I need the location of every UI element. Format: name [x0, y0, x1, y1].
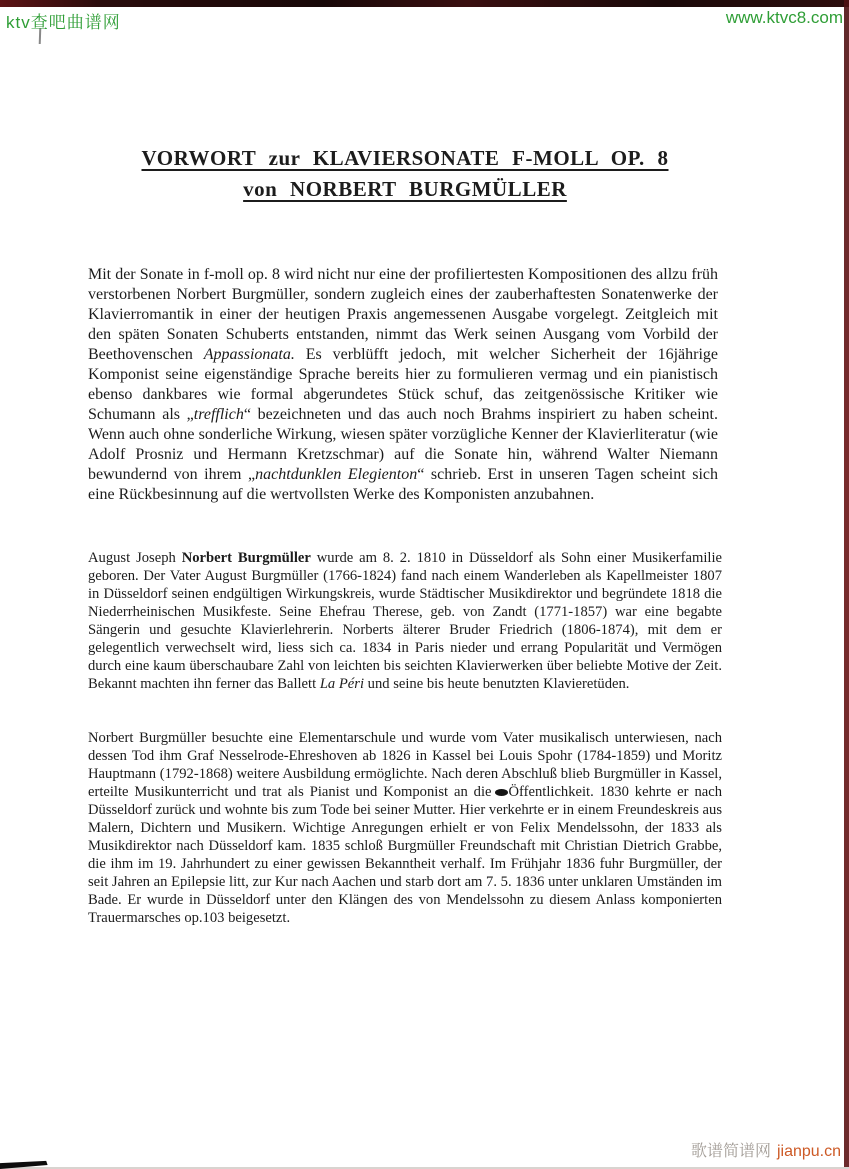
- text-segment: Öffentlichkeit. 1830 kehrte er nach Düsseldorf zurück und wohnte bis zum Tode bei seiner Mutter. Hier verkehrte er in einem Freundeskreis aus Malern, Dichtern und Musikern. Wichtige Anregungen erhielt er von Felix Mendelssohn, der 1833 als Musikdirektor nach Düsseldorf kam. 1835 schloß Burgmüller Freundschaft mit Christian Dietrich Grabbe, die ihm im 19. Jahrhundert zu einer gewissen Bekanntheit verhalf. Im Frühjahr 1836 fuhr Burgmüller, der seit Jahren an Epilepsie litt, zur Kur nach Aachen und starb dort am 7. 5. 1836 unter unklaren Umständen im Bade. Er wurde in Düsseldorf unter den Klängen des von Mendelssohn zu diesem Anlass komponierten Trauermarsches op.103 beigesetzt.: [88, 784, 722, 926]
- text-segment: Appassionata.: [203, 346, 295, 363]
- watermark-site-name: 歌谱简谱网: [690, 1143, 771, 1160]
- scan-right-border: [844, 0, 849, 1169]
- text-segment: Norbert Burgmüller: [181, 550, 311, 566]
- text-segment: “ bezeichneten und das auch noch Brahms inspiriert zu haben scheint. Wenn auch ohne sonderliche Wirkung, wiesen später vorzügliche Kenner der Klavierliteratur (wie Adolf Prosniz und Hermann Kretzschmar) auf die Sonate hin, während Walter Niemann bewundernd von ihrem „: [88, 406, 718, 483]
- text-segment: nachtdunklen Elegienton: [255, 466, 418, 483]
- text-segment: “ schrieb. Erst in unseren Tagen scheint sich eine Rückbesinnung auf die wertvollsten Werke des Komponisten anzubahnen.: [88, 466, 718, 503]
- title-line-2: von NORBERT BURGMÜLLER: [243, 177, 567, 201]
- text-segment: Es verblüfft jedoch, mit welcher Sicherheit der 16jährige Komponist seine eigenständige Sprache bereits hier zu formulieren vermag und ein pianistisch ebenso dankbares wie formal abgerundetes Stück schuf, das zeitgenössische Kritiker wie Schumann als „: [88, 346, 718, 423]
- text-segment: Mit der Sonate in f-moll op. 8 wird nicht nur eine der profiliertesten Kompositionen des allzu früh verstorbenen Norbert Burgmüller, sondern zugleich eines der zauberhaftesten Sonatenwerke der Klavierromantik in einer der heutigen Praxis angemessenen Ausgabe vorgelegt. Zeitgleich mit den späten Sonaten Schuberts entstanden, nimmt das Werk seinen Ausgang vom Vorbild der Beethovenschen: [88, 266, 718, 363]
- text-segment: trefflich: [193, 406, 244, 423]
- text-segment: Norbert Burgmüller besuchte eine Elementarschule und wurde vom Vater musikalisch unterwiesen, nach dessen Tod ihm Graf Nesselrode-Ehreshoven ab 1826 in Kassel bei Louis Spohr (1784-1859) und Moritz Hauptmann (1792-1868) weitere Ausbildung ermöglichte. Nach deren Abschluß blieb Burgmüller in Kassel, erteilte Musikunterricht und trat als Pianist und Komponist an die: [88, 730, 722, 800]
- text-segment: und seine bis heute benutzten Klavieretüden.: [364, 676, 630, 692]
- text-segment: La Péri: [319, 676, 364, 692]
- scan-top-border: [0, 0, 849, 7]
- paragraph-biography-life: [88, 729, 722, 927]
- paragraph-biography-family: [88, 549, 722, 693]
- text-segment: wurde am 8. 2. 1810 in Düsseldorf als Sohn einer Musikerfamilie geboren. Der Vater August Burgmüller (1766-1824) fand nach einem Wanderleben als Kapellmeister 1807 in Düsseldorf seinen endgültigen Wirkungskreis, wurde Städtischer Musikdirektor und begründete 1818 die Niederrheinischen Musikfeste. Seine Ehefrau Therese, geb. von Zandt (1771-1857) war eine begabte Sängerin und gesuchte Klavierlehrerin. Norberts älterer Bruder Friedrich (1806-1874), mit dem er gelegentlich verwechselt wird, liess sich ca. 1834 in Paris nieder und errang Popularität und Vermögen durch eine kaum überschaubare Zahl von leichten bis seichten Klavierwerken über beliebte Motive der Zeit. Bekannt machten ihn ferner das Ballett: [88, 550, 722, 692]
- watermark-top-left: ktv查吧曲谱网: [6, 13, 121, 32]
- watermark-domain: jianpu.cn: [776, 1143, 841, 1160]
- watermark-bottom-right: [691, 1138, 841, 1161]
- watermark-top-right: www.ktvc8.com: [725, 8, 843, 27]
- text-segment: August Joseph: [88, 550, 182, 566]
- title-line-1: VORWORT zur KLAVIERSONATE F-MOLL OP. 8: [141, 146, 669, 170]
- document-title: [88, 143, 722, 205]
- paragraph-intro: [88, 265, 718, 505]
- ink-blot-artifact: [495, 789, 508, 796]
